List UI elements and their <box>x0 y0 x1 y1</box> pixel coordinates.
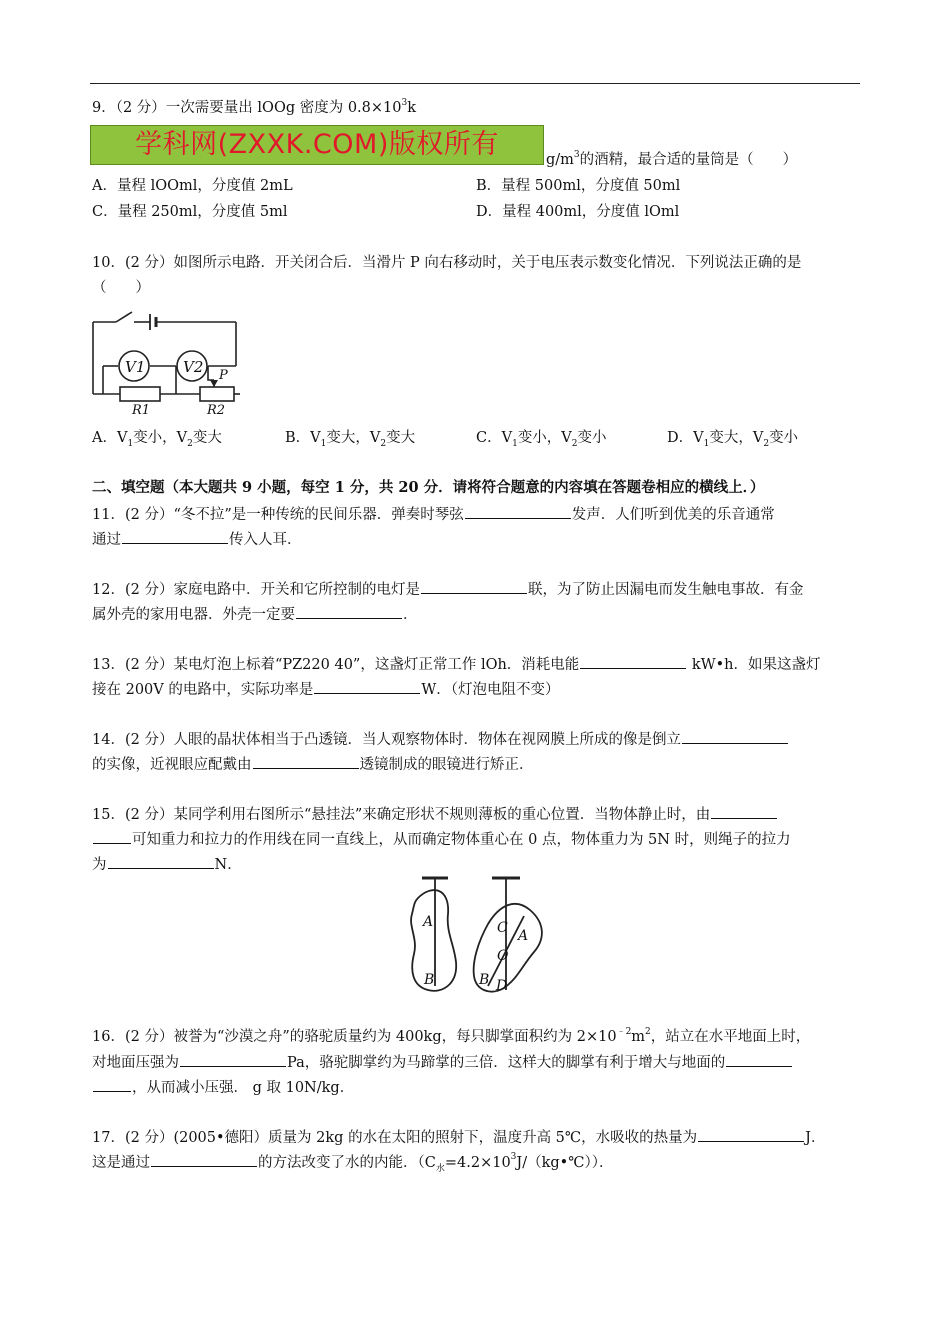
question-15-line-3: 为 N． <box>92 854 242 875</box>
question-10-option-c[interactable]: C．$V_1$变小，$V_2$变小 <box>476 430 607 449</box>
question-15-line-2: 可知重力和拉力的作用线在同一直线上，从而确定物体重心在 0 点，物体重力为 5N 时，则绳子的拉力 <box>92 829 791 850</box>
question-10-option-b[interactable]: B．$V_1$变大，$V_2$变大 <box>285 430 416 449</box>
question-16-line-2: 对地面压强为 Pa，骆驼脚掌约为马蹄掌的三倍．这样大的脚掌有利于增大与地面的 <box>92 1052 793 1073</box>
question-10-option-a[interactable]: A．$V_1$变小，$V_2$变大 <box>92 430 222 449</box>
answer-blank-continued[interactable] <box>93 829 131 844</box>
answer-blank[interactable] <box>296 604 402 619</box>
question-16-line-3: ，从而减小压强． g 取 10N/kg． <box>92 1077 354 1098</box>
answer-blank[interactable] <box>465 504 571 519</box>
label-b-right: B <box>479 972 490 988</box>
question-9-option-d[interactable]: D．量程 400ml，分度值 lOml <box>476 204 680 220</box>
label-a-right: A <box>518 928 529 944</box>
question-11-line-1: 11．(2 分）“冬不拉”是一种传统的民间乐器．弹奏时琴弦 发声．人们听到优美的乐音通常 <box>92 504 775 525</box>
answer-blank[interactable] <box>682 729 788 744</box>
label-d: D <box>496 978 508 994</box>
answer-blank[interactable] <box>726 1052 792 1067</box>
header-rule <box>90 83 860 84</box>
v2-label: V2 <box>183 358 204 376</box>
label-c: C <box>497 920 508 936</box>
question-14-line-1: 14．(2 分）人眼的晶状体相当于凸透镜．当人观察物体时．物体在视网膜上所成的像是倒立 <box>92 729 789 750</box>
answer-blank-continued[interactable] <box>93 1077 131 1092</box>
question-9-option-a[interactable]: A．量程 lOOml，分度值 2mL <box>92 178 293 194</box>
section-2-heading: 二、填空题（本大题共 9 小题，每空 1 分，共 20 分．请将符合题意的内容填在答题卷相应的横线上．） <box>92 479 765 496</box>
p-label: P <box>219 368 228 383</box>
r1-label: R1 <box>132 403 151 418</box>
question-17-line-1: 17．(2 分）(2005•德阳）质量为 2kg 的水在太阳的照射下，温度升高 5℃，水吸收的热量为 J． <box>92 1127 825 1148</box>
answer-blank[interactable] <box>698 1127 804 1142</box>
answer-blank[interactable] <box>580 654 686 669</box>
circuit-diagram <box>88 306 244 418</box>
question-12-line-1: 12．(2 分）家庭电路中．开关和它所控制的电灯是 联，为了防止因漏电而发生触电事故．有金 <box>92 579 803 600</box>
answer-blank[interactable] <box>151 1152 257 1167</box>
answer-blank[interactable] <box>108 854 214 869</box>
watermark-banner: 学科网(ZXXK.COM)版权所有 <box>90 125 544 165</box>
question-13-line-2: 接在 200V 的电路中，实际功率是 W．（灯泡电阻不变） <box>92 679 560 700</box>
question-14-line-2: 的实像，近视眼应配戴由 透镜制成的眼镜进行矫正． <box>92 754 534 775</box>
question-9-option-c[interactable]: C．量程 250ml，分度值 5ml <box>92 204 288 220</box>
answer-blank[interactable] <box>711 804 777 819</box>
label-b-left: B <box>424 972 435 988</box>
answer-blank[interactable] <box>180 1052 286 1067</box>
suspension-diagram <box>404 874 554 998</box>
question-13-line-1: 13．(2 分）某电灯泡上标着“PZ220 40”，这盏灯正常工作 lOh．消耗电能 kW•h．如果这盏灯 <box>92 654 821 675</box>
answer-blank[interactable] <box>421 579 527 594</box>
question-10-stem: 10．(2 分）如图所示电路．开关闭合后．当滑片 P 向右移动时，关于电压表示数变化情况．下列说法正确的是 <box>92 255 802 271</box>
question-15-line-1: 15．(2 分）某同学利用右图所示“悬挂法”来确定形状不规则薄板的重心位置．当物体静止时，由 <box>92 804 778 825</box>
question-9-stem: 9．（2 分）一次需要量出 lOOg 密度为 $0.8\times 10^3k$ <box>92 98 417 116</box>
question-10-answer-paren: （ ） <box>92 280 150 296</box>
label-a-left: A <box>423 914 434 930</box>
question-12-line-2: 属外壳的家用电器．外壳一定要 ． <box>92 604 418 625</box>
question-9-stem-continued: $g/m^3$的酒精，最合适的量筒是（ ） <box>546 150 798 168</box>
question-10-option-d[interactable]: D．$V_1$变大，$V_2$变小 <box>667 430 799 449</box>
v1-label: V1 <box>125 358 146 376</box>
answer-blank[interactable] <box>253 754 359 769</box>
question-9-option-b[interactable]: B．量程 500ml，分度值 50ml <box>476 178 681 194</box>
question-17-line-2: 这是通过 的方法改变了水的内能．$(C_水=4.2\times 10^3J/(kg•℃))$． <box>92 1152 614 1174</box>
label-o: O <box>497 948 509 964</box>
answer-blank[interactable] <box>122 529 228 544</box>
question-16-line-1: 16．(2 分）被誉为“沙漠之舟”的骆驼质量约为 400kg，每只脚掌面积约为 $2\times 10^{﹣2}m^2$，站立在水平地面上时， <box>92 1027 811 1045</box>
answer-blank[interactable] <box>314 679 420 694</box>
question-11-line-2: 通过 传入人耳． <box>92 529 302 550</box>
r2-label: R2 <box>207 403 226 418</box>
